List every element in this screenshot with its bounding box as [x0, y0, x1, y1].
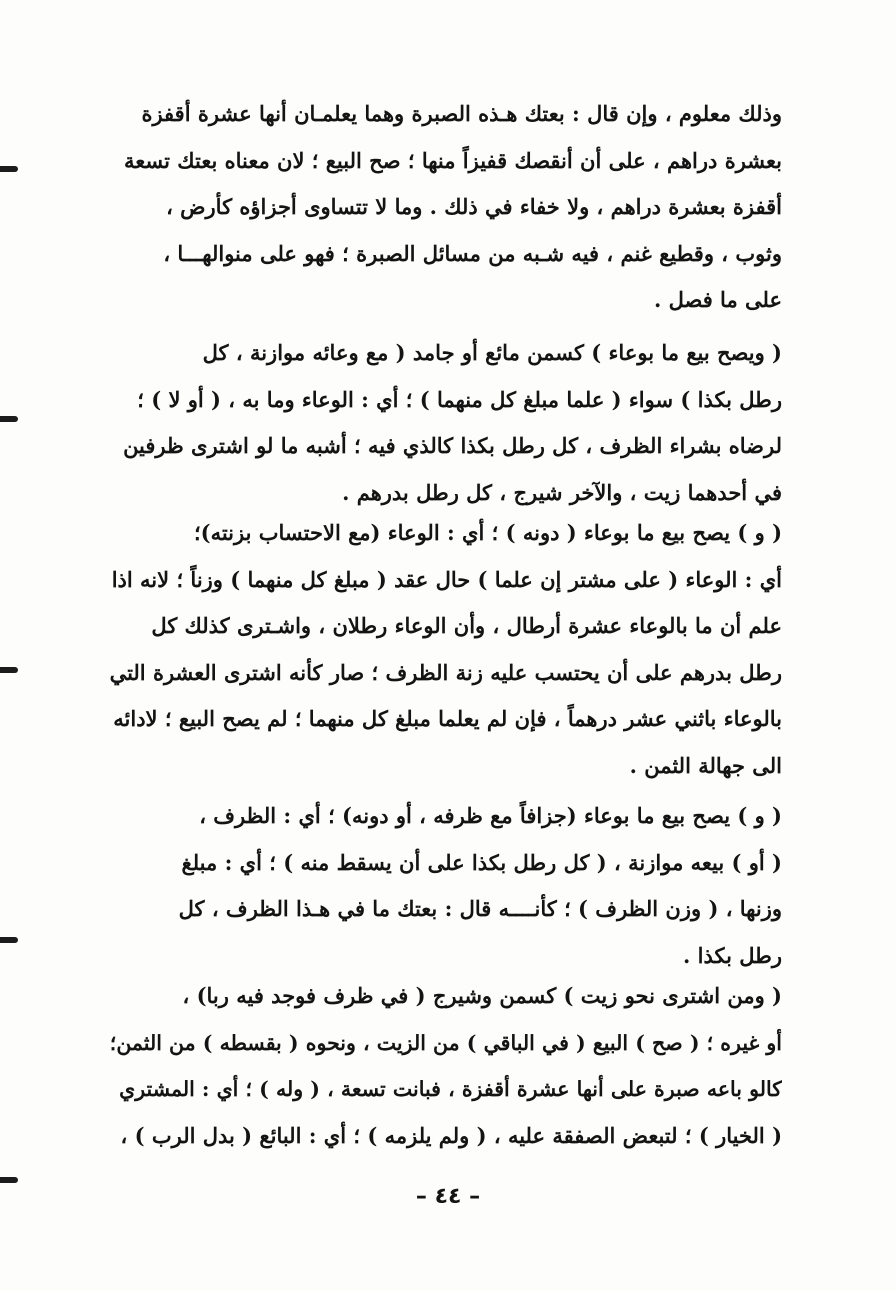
text-line: في أحدهما زيت ، والآخر شيرج ، كل رطل بدرهم .: [342, 479, 782, 505]
text-line: ( ومن اشترى نحو زيت ) كسمن وشيرج ( في ظرف فوجد فيه ربا) ،: [182, 983, 782, 1008]
text-line: ( أو ) بيعه موازنة ، ( كل رطل بكذا على أن يسقط منه ) ؛ أي : مبلغ: [181, 849, 782, 875]
binding-mark: [0, 166, 18, 172]
text-line: الى جهالة الثمن .: [629, 752, 782, 778]
text-line: ( ويصح بيع ما بوعاء ) كسمن مائع أو جامد ( مع وعائه موازنة ، كل: [202, 340, 782, 365]
binding-mark: [0, 416, 18, 422]
text-line: رطل بكذا ) سواء ( علما مبلغ كل منهما ) ؛ أي : الوعاء وما به ، ( أو لا ) ؛: [137, 386, 782, 412]
text-line: وذلك معلوم ، وإن قال : بعتك هـذه الصبرة وهما يعلمـان أنها عشرة أقفزة: [141, 101, 782, 126]
text-line: وثوب ، وقطيع غنم ، فيه شـبه من مسائل الصبرة ؛ فهو على منوالهـــا ،: [163, 240, 782, 266]
text-line: أي : الوعاء ( على مشتر إن علما ) حال عقد ( مبلغ كل منهما ) وزناً ؛ لانه اذا: [111, 566, 782, 592]
paragraph: [110, 330, 782, 516]
binding-mark: [0, 667, 18, 673]
text-line: على ما فصل .: [653, 287, 782, 312]
text-line: ( و ) يصح بيع ما بوعاء (جزافاً مع ظرفه ، أو دونه) ؛ أي : الظرف ،: [199, 803, 782, 828]
text-line: كالو باعه صبرة على أنها عشرة أقفزة ، فبانت تسعة ، ( وله ) ؛ أي : المشتري: [119, 1077, 782, 1101]
text-line: رطل بكذا .: [683, 942, 782, 968]
text-line: علم أن ما بالوعاء عشرة أرطال ، وأن الوعاء رطلان ، واشـترى كذلك كل: [151, 613, 782, 638]
paragraph: [110, 510, 782, 789]
paragraph: [110, 793, 782, 979]
text-line: أقفزة بعشرة دراهم ، ولا خفاء في ذلك . وما لا تتساوى أجزاؤه كأرض ،: [166, 194, 782, 219]
paragraph: [110, 973, 782, 1159]
text-line: وزنها ، ( وزن الظرف ) ؛ كأنــــه قال : بعتك ما في هـذا الظرف ، كل: [178, 896, 782, 921]
text-line: بعشرة دراهم ، على أن أنقصك قفيزاً منها ؛ صح البيع ؛ لان معناه بعتك تسعة: [124, 147, 782, 173]
binding-mark: [0, 1177, 18, 1183]
text-line: ( الخيار ) ؛ لتبعض الصفقة عليه ، ( ولم يلزمه ) ؛ أي : البائع ( بدل الرب ) ،: [120, 1122, 782, 1148]
page-number: – ٤٤ –: [415, 1184, 481, 1209]
text-line: أو غيره ؛ ( صح ) البيع ( في الباقي ) من الزيت ، ونحوه ( بقسطه ) من الثمن؛: [110, 1030, 782, 1055]
text-line: بالوعاء باثني عشر درهماً ، فإن لم يعلما مبلغ كل منهما ؛ لم يصح البيع ؛ لادائه: [113, 706, 782, 731]
text-line: ( و ) يصح بيع ما بوعاء ( دونه ) ؛ أي : الوعاء (مع الاحتساب بزنته)؛: [193, 520, 782, 545]
text-line: لرضاه بشراء الظرف ، كل رطل بكذا كالذي فيه ؛ أشبه ما لو اشترى ظرفين: [123, 433, 782, 458]
binding-mark: [0, 937, 18, 943]
paragraph: [110, 91, 782, 324]
text-line: رطل بدرهم على أن يحتسب عليه زنة الظرف ؛ صار كأنه اشترى العشرة التي: [110, 659, 782, 685]
